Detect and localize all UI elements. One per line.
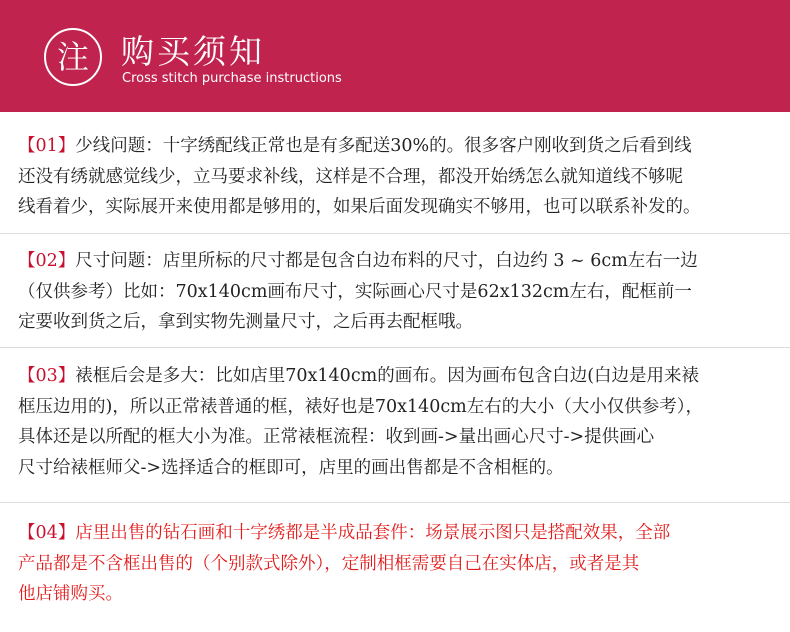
- item-line: 店里出售的钻石画和十字绣都是半成品套件：场景展示图只是搭配效果，全部: [75, 523, 671, 543]
- item-line: 线看着少，实际展开来使用都是够用的，如果后面发现确实不够用，也可以联系补发的。: [18, 197, 701, 217]
- divider: [0, 502, 790, 503]
- item-line: 框压边用的)，所以正常裱普通的框，裱好也是70x140cm左右的大小（大小仅供参考），: [18, 396, 704, 417]
- item-tag: 【02】: [18, 251, 76, 271]
- notice-item-02: [18, 246, 788, 338]
- header-banner: [0, 0, 790, 112]
- item-line: 尺寸给裱框师父->选择适合的框即可，店里的画出售都是不含相框的。: [18, 457, 564, 478]
- item-line: 尺寸问题：店里所标的尺寸都是包含白边布料的尺寸，白边约 3 ~ 6cm左右一边: [75, 251, 698, 271]
- item-line: 少线问题：十字绣配线正常也是有多配送30%的。很多客户刚收到货之后看到线: [75, 136, 692, 156]
- notice-item-01: [18, 131, 788, 223]
- item-tag: 【04】: [18, 523, 76, 543]
- page-subtitle: Cross stitch purchase instructions: [122, 71, 342, 86]
- item-line: 定要收到货之后，拿到实物先测量尺寸，之后再去配框哦。: [18, 312, 473, 332]
- notice-item-04: [18, 518, 788, 610]
- item-line: 他店铺购买。: [18, 584, 123, 604]
- divider: [0, 233, 790, 234]
- item-tag: 【01】: [18, 136, 76, 156]
- item-line: 产品都是不含框出售的（个别款式除外），定制相框需要自己在实体店，或者是其: [18, 553, 640, 574]
- item-line: 还没有绣就感觉线少，立马要求补线，这样是不合理，都没开始绣怎么就知道线不够呢: [18, 166, 683, 187]
- item-tag: 【03】: [18, 366, 76, 386]
- item-line: 裱框后会是多大：比如店里70x140cm的画布。因为画布包含白边(白边是用来裱: [75, 366, 700, 386]
- page-title: 购买须知: [121, 32, 265, 71]
- divider: [0, 347, 790, 348]
- item-line: （仅供参考）比如：70x140cm画布尺寸，实际画心尺寸是62x132cm左右，配框前一: [18, 281, 692, 302]
- item-line: 具体还是以所配的框大小为准。正常裱框流程：收到画->量出画心尺寸->提供画心: [18, 427, 655, 447]
- note-badge: 注: [44, 28, 102, 86]
- notice-item-03: [18, 361, 788, 483]
